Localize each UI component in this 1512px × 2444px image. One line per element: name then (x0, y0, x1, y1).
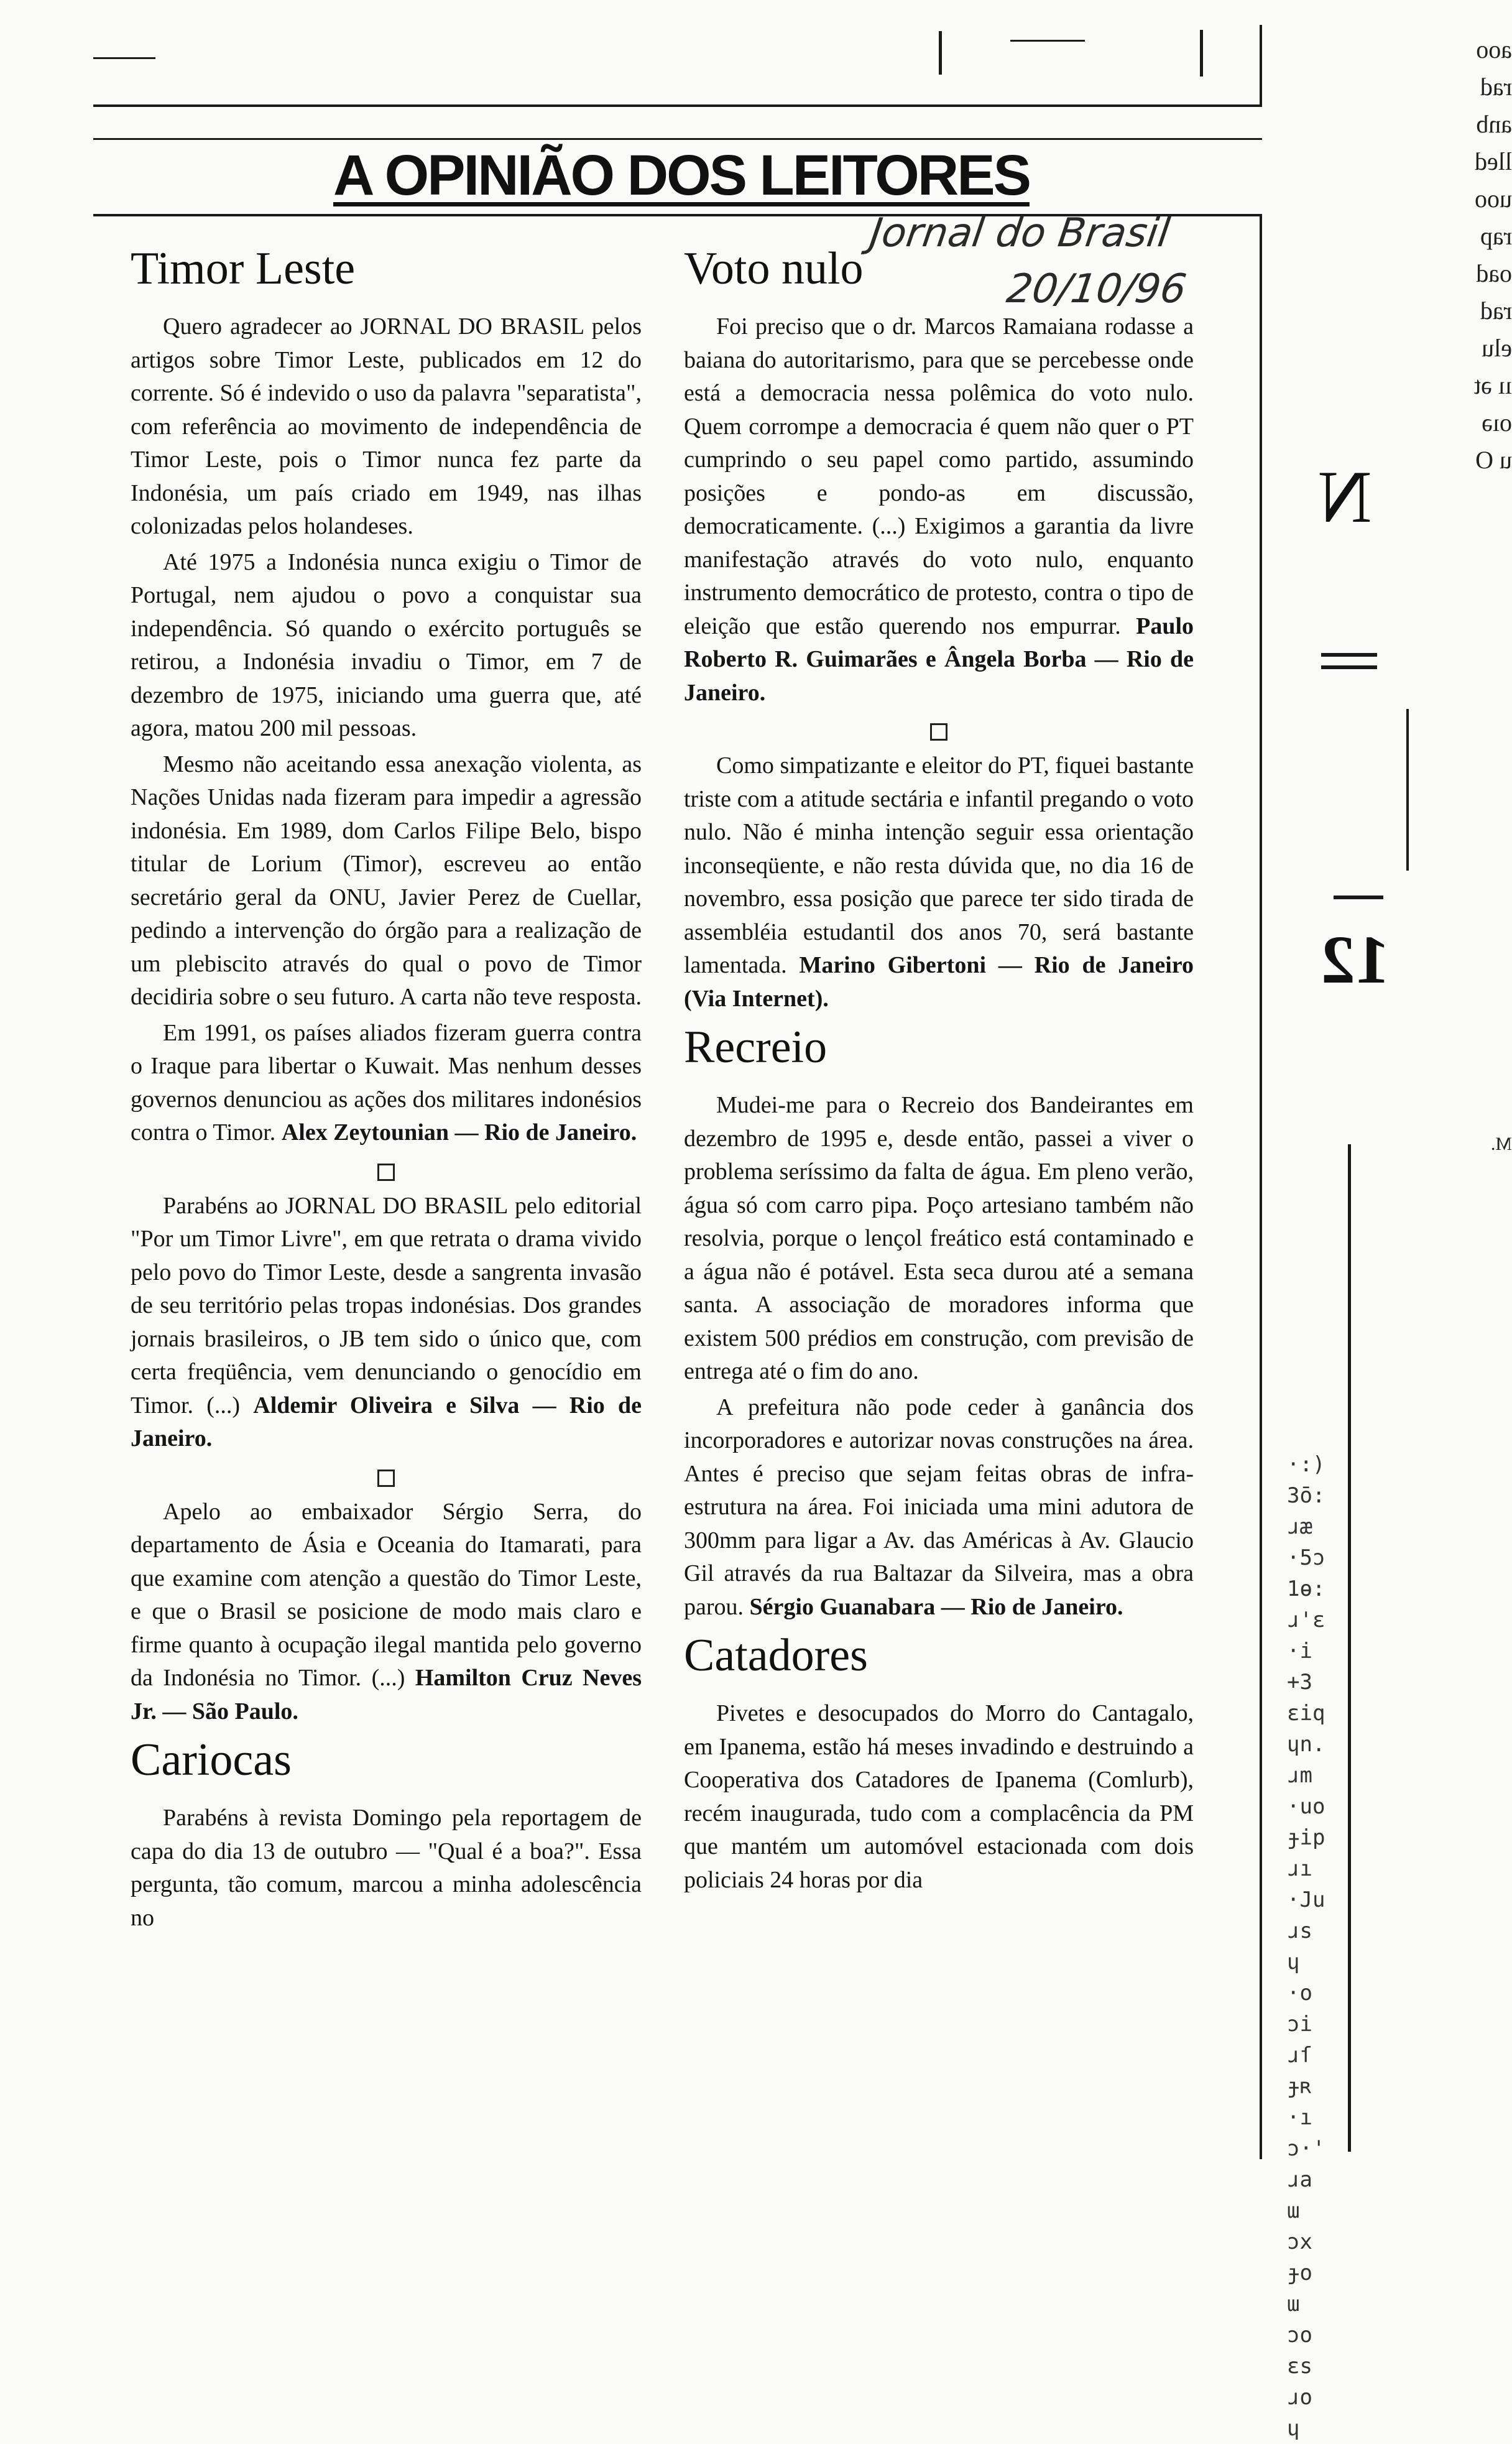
letter-paragraph: Pivetes e desocupados do Morro do Cantagalo, em Ipanema, estão há meses invadindo e destruindo a Cooperativa dos Catadores de Ipanema (Comlurb), recém inaugurada, tudo com a complacência da PM que mantém um automóvel estacionada com dois policiais 24 horas por dia (684, 1700, 1194, 1893)
letter-text: Parabéns ao JORNAL DO BRASIL pelo editorial "Por um Timor Livre", em que retrata o drama vivido pelo povo do Timor Leste, desde a sangrenta invasão de seu território pelas tropas indonésias. Dos grandes jornais brasileiros, o JB tem sido o único que, com certa freqüência, vem denunciando o genocídio em Timor. (...) (131, 1192, 642, 1419)
neighbour-noise-line: ·:) (1287, 1452, 1325, 1477)
neighbour-noise-line: +3 (1287, 1670, 1312, 1695)
neighbour-noise-line: ɟʀ (1287, 2074, 1312, 2099)
neighbour-edge-line-1 (1406, 709, 1409, 871)
letter-signature: Marino Gibertoni — Rio de Janeiro (Via Internet). (684, 952, 1194, 1012)
neighbour-ink-bar-1 (1321, 653, 1377, 657)
letter-paragraph: Mesmo não aceitando essa anexação violenta, as Nações Unidas nada fizeram para impedir a agressão indonésia. Em 1989, dom Carlos Filipe Belo, bispo titular de Lorium (Timor), escreveu ao então secretário geral da ONU, Javier Perez de Cuellar, pedindo a intervenção do órgão para a realização de um plebiscito através do qual o povo de Timor decidiria sobre o seu futuro. A carta não teve resposta. (131, 751, 642, 1010)
letter-heading-recreio: Recreio (684, 1022, 827, 1073)
mirrored-line: aoo (1476, 35, 1512, 63)
mirrored-line: anb (1476, 110, 1512, 138)
neighbour-edge-line-2 (1348, 1144, 1351, 2152)
letter-text: Apelo ao embaixador Sérgio Serra, do departamento de Ásia e Oceania do Itamarati, para que examine com atenção a questão do Timor Leste, e que o Brasil se posicione de modo mais claro e firme quanto à ocupação ilegal mantida pelo governo da Indonésia no Timor. (...) (131, 1498, 642, 1691)
letter-signature: Paulo Roberto R. Guimarães e Ângela Borba — Rio de Janeiro. (684, 613, 1194, 706)
letter-paragraph (684, 1391, 1194, 1624)
mirrored-line: rap (1480, 222, 1512, 250)
neighbour-noise-line: ɥ (1287, 2416, 1300, 2441)
letter-paragraph (131, 1017, 642, 1150)
letter-paragraph: Até 1975 a Indonésia nunca exigiu o Timor de Portugal, nem ajudou o povo a conquistar sua independência. Só quando o exército português se retirou, a Indonésia invadiu o Timor, em 7 de dezembro de 1975, iniciando uma guerra que, até agora, matou 200 mil pessoas. (131, 549, 642, 741)
mirrored-line: rad (1480, 297, 1512, 325)
neighbour-noise-line: ·uo (1287, 1794, 1325, 1819)
top-ink-tick-1 (939, 31, 942, 75)
handwritten-date: 20/10/96 (1003, 266, 1189, 312)
neighbour-noise-line: ɛiq (1287, 1701, 1325, 1726)
letter-paragraph (684, 749, 1194, 1016)
letter-paragraph: Quero agradecer ao JORNAL DO BRASIL pelos artigos sobre Timor Leste, publicados em 12 do corrente. Só é indevido o uso da palavra "separatista", com referência ao movimento de independência de Timor Leste, pois o Timor nunca fez parte da Indonésia, um país criado em 1949, nas ilhas colonizadas pelos holandeses. (131, 313, 642, 539)
mirrored-line: elu (1482, 334, 1512, 362)
letter-signature: Sérgio Guanabara — Rio de Janeiro. (749, 1593, 1123, 1620)
mirrored-line: lled (1475, 147, 1512, 175)
neighbour-noise-line: 1ɵ: (1287, 1576, 1325, 1601)
mirrored-line: rad (1480, 73, 1512, 101)
neighbour-noise-line: ɔx (1287, 2229, 1312, 2254)
neighbour-noise-line: ɟip (1287, 1825, 1325, 1850)
separator-box-icon (377, 1164, 395, 1181)
letter-text: Como simpatizante e eleitor do PT, fiquei bastante triste com a atitude sectária e infantil pregando o voto nulo. Não é minha intenção seguir essa orientação inconseqüente, e não resta dúvida que, no dia 16 de novembro, essa posição que parece ter sido tirada de assembléia estudantil dos anos 70, será bastante lamentada. (684, 752, 1194, 978)
top-clip-edge (1260, 25, 1262, 106)
neighbour-noise-line: ɛs (1287, 2354, 1312, 2379)
letter-paragraph: Mudei-me para o Recreio dos Bandeirantes em dezembro de 1995 e, desde então, passei a viver o problema seríssimo da falta de água. Em pleno verão, água só com carro pipa. Poço artesiano também não resolvia, porque o lençol freático está contaminado e a água não é potável. Esta seca durou até a semana santa. A associação de moradores informa que existem 500 prédios em construção, com previsão de entrega até o fim do ano. (684, 1092, 1194, 1384)
letter-heading-timor-leste: Timor Leste (131, 243, 356, 294)
neighbour-ink-bar-2 (1321, 665, 1377, 669)
neighbour-noise-line: ·Ju (1287, 1887, 1325, 1912)
neighbour-ink-bar-3 (1334, 896, 1383, 899)
letter-signature: Hamilton Cruz Neves Jr. — São Paulo. (131, 1665, 642, 1724)
letter-heading-cariocas: Cariocas (131, 1734, 292, 1785)
neighbour-noise-line: ɥn. (1287, 1732, 1325, 1757)
top-ink-dash (93, 57, 155, 59)
neighbour-noise-line: ɹs (1287, 1919, 1312, 1943)
neighbour-noise-line: ·ı (1287, 2105, 1312, 2130)
top-clip-rule (93, 104, 1262, 107)
mirrored-line: oıə (1482, 409, 1512, 437)
mirrored-line: oad (1476, 259, 1512, 287)
letter-paragraph (131, 1496, 642, 1729)
neighbour-noise-line: ·i (1287, 1639, 1312, 1664)
neighbour-noise-line: ɯ (1287, 2292, 1300, 2317)
letter-text: Foi preciso que o dr. Marcos Ramaiana rodasse a baiana do autoritarismo, para que se percebesse onde está a democracia nessa polêmica do voto nulo. Quem corrompe a democracia é quem não quer o PT cumprindo o seu papel como partido, assumindo posições e pondo-as em discussão, democraticamente. (...) Exigimos a garantia da livre manifestação através do voto nulo, enquanto instrumento democrático de protesto, contra o tipo de eleição que estão querendo nos empurrar. (684, 313, 1194, 639)
letter-paragraph (131, 1190, 642, 1456)
neighbour-noise-line: ·o (1287, 1981, 1312, 2006)
neighbour-noise-line: ɔi (1287, 2012, 1312, 2037)
separator-box-icon (377, 1470, 395, 1487)
neighbour-noise-line: ·5ɔ (1287, 1545, 1325, 1570)
neighbour-noise-line: 3ō: (1287, 1483, 1325, 1508)
mirrored-page-number: 12 (1321, 922, 1390, 998)
column-divider (1260, 214, 1262, 2159)
letter-signature: Aldemir Oliveira e Silva — Rio de Janeiro. (131, 1392, 642, 1451)
handwritten-source: Jornal do Brasil (867, 210, 1173, 256)
neighbour-page-fragment (1281, 31, 1512, 2441)
neighbour-noise-line: ɹm (1287, 1763, 1312, 1788)
neighbour-noise-column (1281, 1449, 1512, 2444)
neighbour-noise-line: ɯ (1287, 2198, 1300, 2223)
right-column (684, 243, 1194, 1897)
mirrored-line: uoo (1475, 185, 1512, 213)
neighbour-noise-line: ɹ'ɛ (1287, 1608, 1325, 1632)
letter-text: Em 1991, os países aliados fizeram guerra contra o Iraque para libertar o Kuwait. Mas nenhum desses governos denunciou as ações dos militares indonésios contra o Timor. (131, 1019, 642, 1146)
top-ink-stroke (1010, 40, 1085, 42)
mirrored-line: ıı ət (1473, 371, 1512, 399)
neighbour-noise-line: ɟo (1287, 2261, 1312, 2285)
letter-heading-catadores: Catadores (684, 1630, 868, 1681)
neighbour-noise-line: ɹſ (1287, 2043, 1312, 2068)
letter-heading-voto-nulo: Voto nulo (684, 243, 864, 294)
separator-box-icon (930, 723, 947, 741)
letter-paragraph: Parabéns à revista Domingo pela reportagem de capa do dia 13 de outubro — "Qual é a boa?". Essa pergunta, tão comum, marcou a minha adolescência no (131, 1805, 642, 1931)
letter-signature: Alex Zeytounian — Rio de Janeiro. (281, 1119, 637, 1146)
neighbour-noise-line: ɔ·' (1287, 2136, 1325, 2161)
mirrored-big-letter: N (1318, 455, 1372, 538)
top-ink-tick-2 (1200, 30, 1203, 76)
letter-text: A prefeitura não pode ceder à ganância dos incorporadores e autorizar novas construções na área. Antes é preciso que sejam feitas obras de infra-estrutura na área. Foi iniciada uma mini adutora de 300mm para ligar a Av. das Américas à Av. Glaucio Gil através da rua Baltazar da Silveira, mas a obra parou. (684, 1394, 1194, 1620)
mirrored-small-mark: M. (1490, 1134, 1512, 1154)
letter-paragraph (684, 310, 1194, 710)
neighbour-noise-line: ɹo (1287, 2385, 1312, 2410)
section-title: A OPINIÃO DOS LEITORES (333, 144, 1030, 207)
neighbour-noise-line: ɥ (1287, 1950, 1300, 1974)
left-column (131, 243, 642, 1935)
neighbour-noise-line: ɹæ (1287, 1514, 1312, 1539)
mirrored-line: u O (1475, 446, 1512, 474)
neighbour-noise-line: ɹı (1287, 1856, 1312, 1881)
header-top-rule (93, 138, 1262, 140)
neighbour-noise-line: ɔo (1287, 2323, 1312, 2348)
neighbour-noise-line: ɹa (1287, 2167, 1312, 2192)
